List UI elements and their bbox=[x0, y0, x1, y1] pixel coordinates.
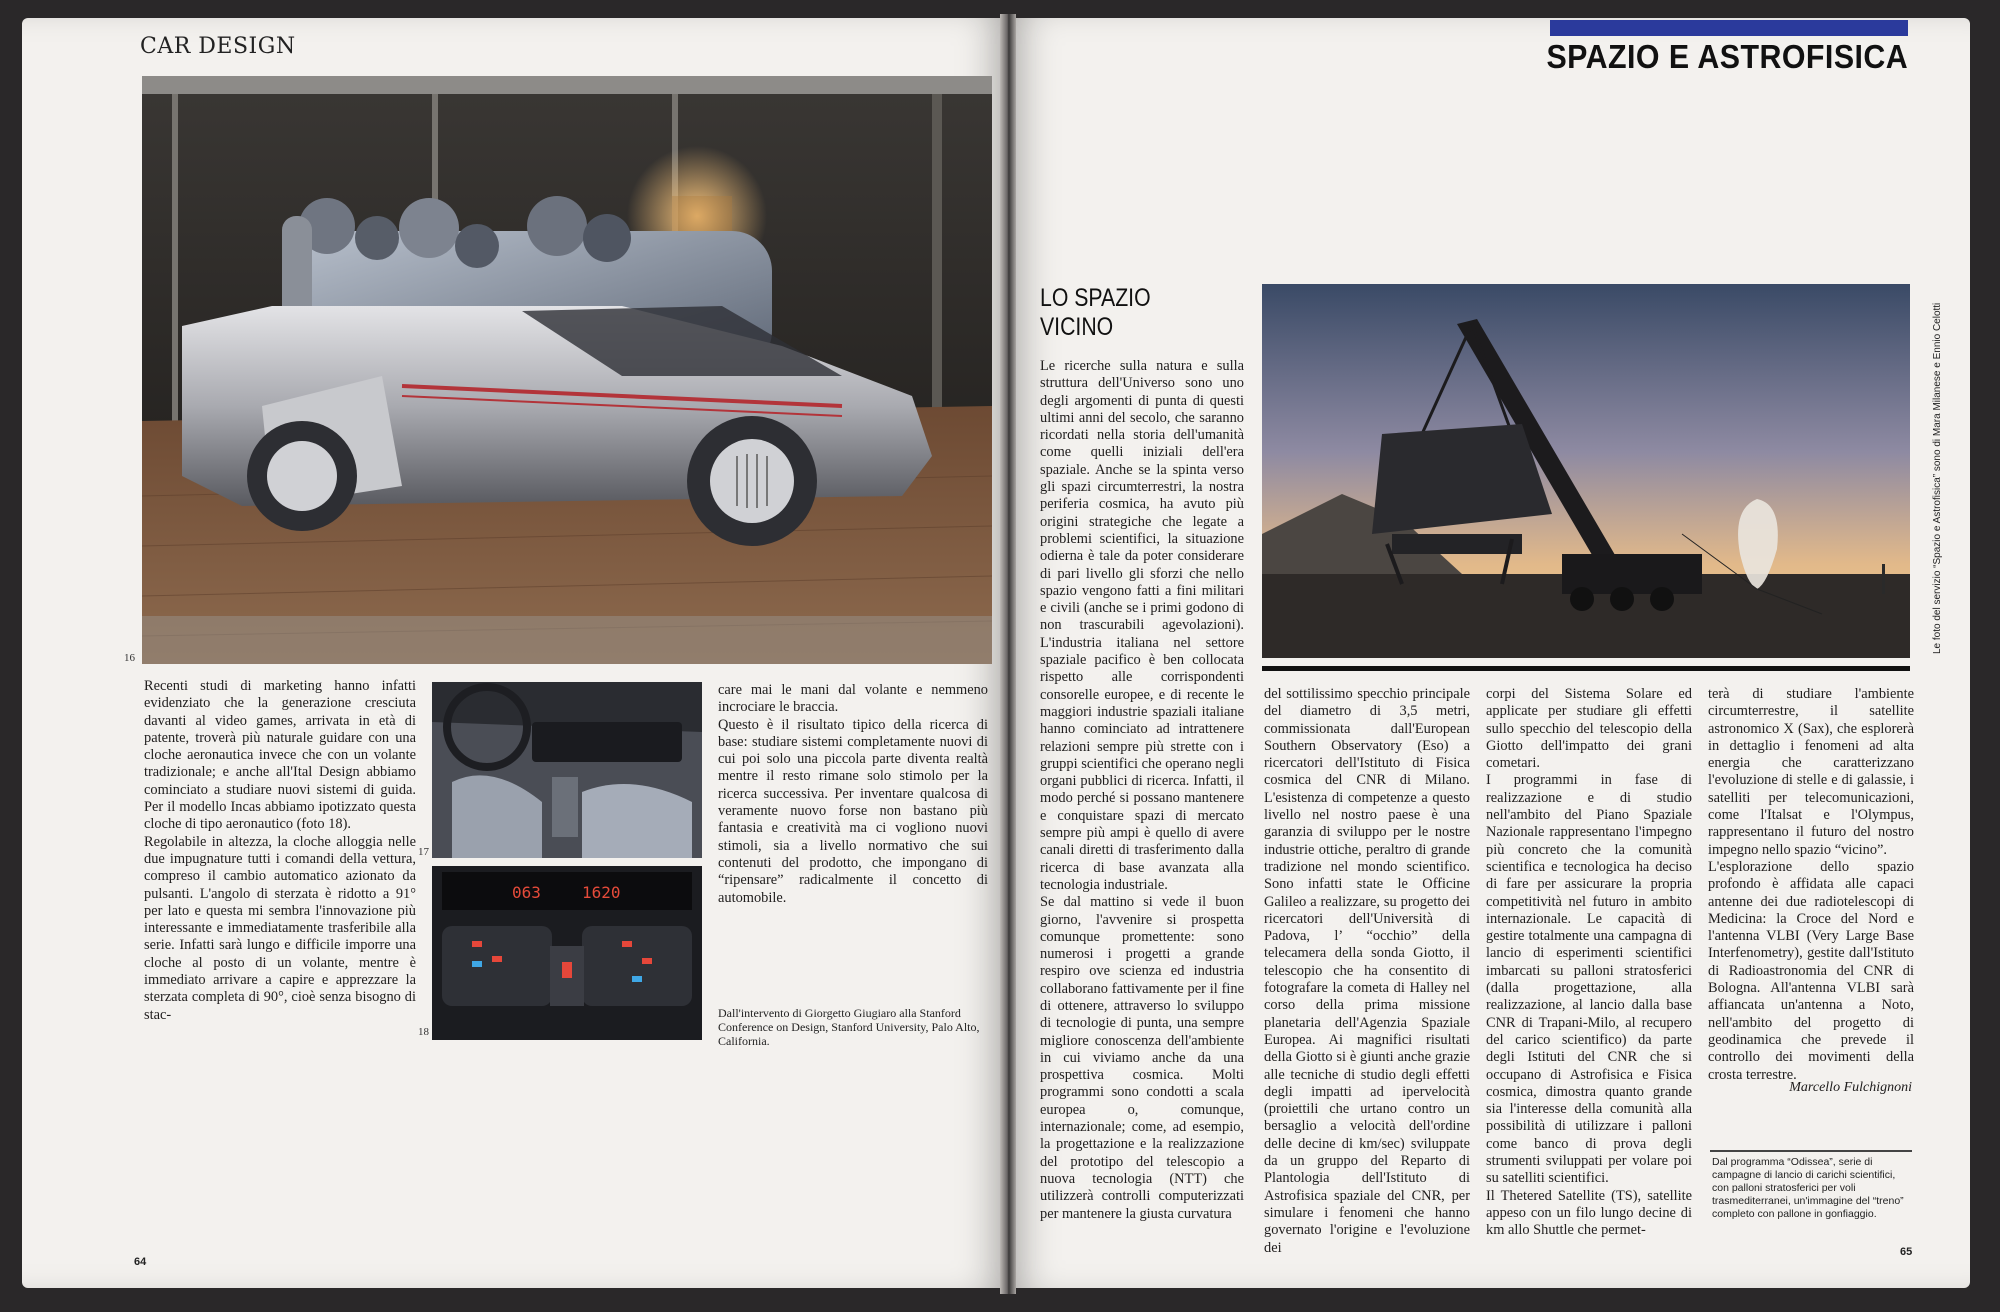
balloon-photo-caption: Dal programma “Odissea”, serie di campagne di lancio di carichi scientifici, con palloni stratosferici per voli trasmediterranei, un'immagine del “treno” completo con pallone in gonfiaggio. bbox=[1712, 1156, 1904, 1220]
concept-car-photo bbox=[142, 76, 992, 664]
figure-number-16: 16 bbox=[124, 652, 135, 664]
paragraph: terà di studiare l'ambiente circumterrestre, il satellite astronomico X (Sax), che esplorerà in dettaglio i fenomeni ad alta energia che caratterizzano l'evoluzione di stelle e di galassie, i satelliti per telecomunicazioni, come l'Italsat e l'Olympus, rappresentano il futuro del nostro impegno nello spazio “vicino”. bbox=[1708, 686, 1914, 858]
paragraph: Se dal mattino si vede il buon giorno, l'avvenire si prospetta comunque promettente: sono numerosi i progetti a grande respiro ove scienza ed industria collaborano fattivamente per il fine di ottenere, attraverso lo sviluppo di tecnologie di punta, una sempre migliore conoscenza dell'ambiente in cui viviamo anche da una prospettiva cosmica. Molti programmi sono condotti a scala europea o, comunque, internazionale; come, ad esempio, la progettazione e la realizzazione del prototipo del telescopio a nuova tecnologia (NTT) che utilizzerà controlli computerizzati per mantenere la giusta curvatura bbox=[1040, 894, 1244, 1222]
article-column-1 bbox=[144, 678, 416, 1024]
paragraph: Il Thetered Satellite (TS), satellite appeso con un filo lungo decine di km allo Shuttle che permet- bbox=[1486, 1187, 1692, 1239]
article-column-2 bbox=[1264, 686, 1470, 1257]
headline-line-1: LO SPAZIO bbox=[1040, 284, 1151, 312]
section-accent-bar bbox=[1550, 20, 1908, 36]
paragraph: care mai le mani dal volante e nemmeno incrociare le braccia. bbox=[718, 682, 988, 716]
paragraph: Recenti studi di marketing hanno infatti evidenziato che la generazione cresciuta davanti al video games, arrivata in età di patente, troverà più naturale guidare con una cloche aeronautica invece che con un volante tradizionale; e anche all'Ital Design abbiamo cominciato a studiare nuovi sistemi di guida. Per il modello Incas abbiamo ipotizzato questa cloche di tipo aeronautico (foto 18). bbox=[144, 678, 416, 833]
paragraph: I programmi in fase di realizzazione e di studio nell'ambito del Piano Spaziale Nazionale rappresentano l'impegno più concreto che la comunità scientifica e tecnologica ha deciso di fare per assicurare la propria competitività nel futuro in ambito internazionale. Le capacità di gestire totalmente una campagna di lancio di esperimenti scientifici imbarcati su palloni stratosferici (dalla progettazione, alla realizzazione, al lancio dalla base CNR di Trapani-Milo, al recupero del carico scientifico) da parte degli Istituti del CNR che si occupano di Astrofisica e Fisica cosmica, dimostra quanto grande sia l'interesse della comunità alla possibilità di utilizzare i palloni come banco di prova degli strumenti sviluppati per volare poi su satelliti scientifici. bbox=[1486, 772, 1692, 1187]
headline-line-2: VICINO bbox=[1040, 313, 1114, 341]
photo-credit: Le foto del servizio “Spazio e Astrofisica” sono di Mara Milanese e Ennio Celotti bbox=[1932, 302, 1943, 654]
paragraph: L'esplorazione dello spazio profondo è affidata alle capaci antenne dei due radiotelescopi di Medicina: la Croce del Nord e l'antenna VLBI (Very Large Base Interfenometry), gestite dall'Istituto di Radioastronomia del CNR di Bologna. All'antenna VLBI sarà affiancata un'antenna a Noto, nell'ambito del progetto di geodinamica che prevede il controllo dei movimenti della crosta terrestre. bbox=[1708, 858, 1914, 1083]
photo-rule bbox=[1262, 666, 1910, 671]
svg-text:063: 063 bbox=[512, 883, 541, 902]
cloche-controls-photo bbox=[432, 866, 702, 1040]
author-signature: Marcello Fulchignoni bbox=[1789, 1080, 1912, 1095]
source-note: Dall'intervento di Giorgetto Giugiaro alla Stanford Conference on Design, Stanford University, Palo Alto, California. bbox=[718, 1006, 980, 1048]
paragraph: Regolabile in altezza, la cloche alloggia nelle due impugnature tutti i comandi della vettura, compreso il cambio automatico azionato da pulsanti. L'angolo di sterzata è ridotto a 91° per lato e questa mi sembra l'innovazione più interessante e immediatamente trasferibile alla serie. Infatti sarà lungo e difficile imporre una cloche al posto di un volante, mentre è immediato arrivare a capire e apprezzare la sterzata completa di 90°, cioè senza bisogno di stac- bbox=[144, 833, 416, 1023]
article-column-4 bbox=[1708, 686, 1914, 1084]
dashboard-interior-photo bbox=[432, 682, 702, 858]
section-title: SPAZIO E ASTROFISICA bbox=[1546, 38, 1908, 75]
caption-rule bbox=[1710, 1150, 1912, 1152]
page-number-left: 64 bbox=[134, 1256, 147, 1268]
spine-gutter bbox=[1000, 14, 1016, 1294]
paragraph: Le ricerche sulla natura e sulla struttura dell'Universo sono uno degli argomenti di punta di questi ultimi anni del secolo, che saranno ricordati nella storia dell'umanità come quelli iniziali dell'era spaziale. Anche se la spinta verso gli spazi circumterrestri, la nostra periferia cosmica, ha avuto più origini strategiche che legate a problemi scientifici, la situazione odierna è tale da poter considerare di pari livello gli sforzi che nello spazio vengono fatti a fini militari e civili (anche se i primi godono di non trascurabili agevolazioni). L'industria italiana nel settore spaziale pacifico è ben collocata rispetto alle corrispondenti consorelle europee, e di recente le maggiori industrie spaziali italiane hanno cominciato ad intrattenere relazioni sempre più strette con i gruppi scientifici che operano negli organi pubblici di ricerca. Infatti, il modo perché si possano mantenere e conquistare spazi di mercato sempre più ampi è quello di avere canali diretti di trasferimento dalla ricerca di base avanzata alla tecnologia industriale. bbox=[1040, 358, 1244, 893]
paragraph: Questo è il risultato tipico della ricerca di base: studiare sistemi completamente nuovi di cui poi solo una piccola parte diventa realtà mentre il resto rimane solo stimolo per la ricerca successiva. Per inventare qualcosa di veramente nuovo forse non bastano più fantasia e creatività ma ci vogliono nuovi stimoli, sia a livello normativo che sui contenuti del prodotto, che impongano di “ripensare” radicalmente il concetto di automobile. bbox=[718, 716, 988, 906]
svg-text:1620: 1620 bbox=[582, 883, 621, 902]
article-intro-column bbox=[1040, 358, 1244, 1223]
figure-number-17: 17 bbox=[418, 846, 429, 858]
page-number-right: 65 bbox=[1900, 1246, 1913, 1258]
paragraph: del sottilissimo specchio principale del diametro di 3,5 metri, commissionata dall'European Southern Observatory (Eso) a ricercatori dell'Istituto di Fisica cosmica del CNR di Milano. L'esistenza di competenze a questo livello nel nostro paese è una garanzia di sviluppo per le nostre industrie ottiche, peraltro di grande tradizione nel mondo scientifico. Sono infatti state le Officine Galileo a realizzare, su progetto dei ricercatori dell'Università di Padova, l’ “occhio” della telecamera della sonda Giotto, il telescopio che ha consentito di fotografare la cometa di Halley nel corso della prima missione planetaria dell'Agenzia Spaziale Europea. Ai magnifici risultati della Giotto si è giunti anche grazie alle tecniche di studio degli effetti degli impatti ad ipervelocità (proiettili che urtano contro un bersaglio a velocità dell'ordine delle decine di km/sec) sviluppate da un gruppo del Reparto di Plantologia dell'Istituto di Astrofisica spaziale del CNR, per simulare i fenomeni che hanno governato l'origine e l'evoluzione dei bbox=[1264, 686, 1470, 1256]
article-column-2 bbox=[718, 682, 988, 907]
article-column-3 bbox=[1486, 686, 1692, 1240]
article-headline bbox=[1040, 284, 1210, 342]
balloon-launch-photo bbox=[1262, 284, 1910, 658]
figure-number-18: 18 bbox=[418, 1026, 429, 1038]
paragraph: corpi del Sistema Solare ed applicate per studiare gli effetti sullo specchio del telescopio della Giotto dell'impatto dei grani cometari. bbox=[1486, 686, 1692, 772]
section-label: CAR DESIGN bbox=[140, 34, 296, 59]
